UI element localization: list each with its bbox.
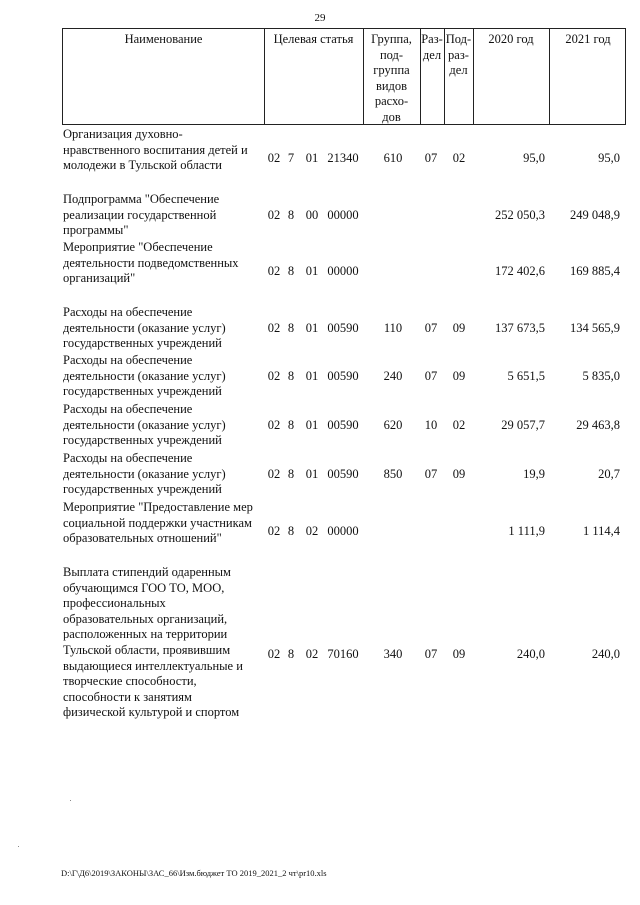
amount-2021: 249 048,9 xyxy=(570,208,620,222)
section-code: 07 xyxy=(424,151,438,165)
amount-2020: 240,0 xyxy=(516,647,545,661)
code-program: 02 xyxy=(267,369,281,383)
section-code: 07 xyxy=(424,647,438,661)
amount-2021: 20,7 xyxy=(598,467,620,481)
code-event: 01 xyxy=(305,151,319,165)
code-event: 01 xyxy=(305,321,319,335)
header-group: Группа, под- группа видов расхо- дов xyxy=(371,32,412,124)
scan-speck xyxy=(70,800,71,801)
amount-2020: 172 402,6 xyxy=(495,264,545,278)
section-code: 07 xyxy=(424,467,438,481)
code-event: 02 xyxy=(305,647,319,661)
section-code: 07 xyxy=(424,369,438,383)
code-subprogram: 8 xyxy=(287,321,295,335)
header-year-2021: 2021 год xyxy=(565,32,611,46)
code-event: 02 xyxy=(305,524,319,538)
expense-group: 610 xyxy=(383,151,403,165)
code-direction: 70160 xyxy=(327,647,359,661)
amount-2021: 5 835,0 xyxy=(582,369,620,383)
code-direction: 00590 xyxy=(327,467,359,481)
code-subprogram: 8 xyxy=(287,418,295,432)
subsection-code: 02 xyxy=(452,151,466,165)
code-program: 02 xyxy=(267,647,281,661)
code-direction: 21340 xyxy=(327,151,359,165)
section-code: 07 xyxy=(424,321,438,335)
header-year-2020: 2020 год xyxy=(488,32,534,46)
amount-2020: 137 673,5 xyxy=(495,321,545,335)
amount-2020: 95,0 xyxy=(523,151,545,165)
row-name: Расходы на обеспечение деятельности (оказание услуг) государственных учреждений xyxy=(63,353,226,399)
expense-group: 240 xyxy=(383,369,403,383)
code-direction: 00590 xyxy=(327,418,359,432)
row-name: Мероприятие "Обеспечение деятельности подведомственных организаций" xyxy=(63,240,239,286)
code-event: 01 xyxy=(305,369,319,383)
amount-2021: 169 885,4 xyxy=(570,264,620,278)
table-header xyxy=(62,28,626,125)
row-name: Организация духовно- нравственного воспитания детей и молодежи в Тульской области xyxy=(63,127,248,173)
code-program: 02 xyxy=(267,418,281,432)
header-section: Раз- дел xyxy=(421,32,443,62)
file-path-footer: D:\Г\Д6\2019\ЗАКОНЫ\ЗАС_66\Изм.бюджет ТО 2019_2021_2 чт\pr10.xls xyxy=(61,868,327,878)
row-name: Расходы на обеспечение деятельности (оказание услуг) государственных учреждений xyxy=(63,402,226,448)
code-program: 02 xyxy=(267,524,281,538)
expense-group: 620 xyxy=(383,418,403,432)
code-direction: 00590 xyxy=(327,369,359,383)
amount-2020: 19,9 xyxy=(523,467,545,481)
code-direction: 00590 xyxy=(327,321,359,335)
code-direction: 00000 xyxy=(327,208,359,222)
header-name: Наименование xyxy=(124,32,203,46)
row-name: Выплата стипендий одаренным обучающимся ГОО ТО, МОО, профессиональных образовательных организаций, расположенных на территории Тульской области, проявившим выдающиеся интеллектуальные и творческие способности, способности к занятиям физической культурой и спортом xyxy=(63,565,243,720)
code-program: 02 xyxy=(267,264,281,278)
amount-2020: 5 651,5 xyxy=(507,369,545,383)
page-number: 29 xyxy=(314,12,326,24)
subsection-code: 09 xyxy=(452,369,466,383)
code-program: 02 xyxy=(267,151,281,165)
section-code: 10 xyxy=(424,418,438,432)
code-event: 00 xyxy=(305,208,319,222)
code-subprogram: 8 xyxy=(287,369,295,383)
code-event: 01 xyxy=(305,418,319,432)
code-subprogram: 8 xyxy=(287,647,295,661)
code-program: 02 xyxy=(267,321,281,335)
amount-2021: 1 114,4 xyxy=(582,524,620,538)
header-target-article: Целевая статья xyxy=(273,32,354,46)
code-program: 02 xyxy=(267,208,281,222)
subsection-code: 09 xyxy=(452,647,466,661)
code-subprogram: 8 xyxy=(287,467,295,481)
subsection-code: 09 xyxy=(452,321,466,335)
amount-2020: 252 050,3 xyxy=(495,208,545,222)
code-event: 01 xyxy=(305,467,319,481)
subsection-code: 09 xyxy=(452,467,466,481)
amount-2020: 1 111,9 xyxy=(508,524,545,538)
amount-2021: 29 463,8 xyxy=(576,418,620,432)
amount-2021: 95,0 xyxy=(598,151,620,165)
expense-group: 340 xyxy=(383,647,403,661)
expense-group: 110 xyxy=(383,321,403,335)
code-subprogram: 8 xyxy=(287,524,295,538)
row-name: Расходы на обеспечение деятельности (оказание услуг) государственных учреждений xyxy=(63,451,226,497)
header-subsection: Под- раз- дел xyxy=(445,32,472,78)
code-subprogram: 7 xyxy=(287,151,295,165)
subsection-code: 02 xyxy=(452,418,466,432)
row-name: Подпрограмма "Обеспечение реализации государственной программы" xyxy=(63,192,220,238)
code-direction: 00000 xyxy=(327,264,359,278)
row-name: Мероприятие "Предоставление мер социальной поддержки участникам образовательных отношений" xyxy=(63,500,253,546)
amount-2020: 29 057,7 xyxy=(501,418,545,432)
amount-2021: 134 565,9 xyxy=(570,321,620,335)
code-subprogram: 8 xyxy=(287,208,295,222)
row-name: Расходы на обеспечение деятельности (оказание услуг) государственных учреждений xyxy=(63,305,226,351)
amount-2021: 240,0 xyxy=(591,647,620,661)
code-program: 02 xyxy=(267,467,281,481)
code-event: 01 xyxy=(305,264,319,278)
code-direction: 00000 xyxy=(327,524,359,538)
expense-group: 850 xyxy=(383,467,403,481)
scan-speck xyxy=(18,846,19,847)
code-subprogram: 8 xyxy=(287,264,295,278)
